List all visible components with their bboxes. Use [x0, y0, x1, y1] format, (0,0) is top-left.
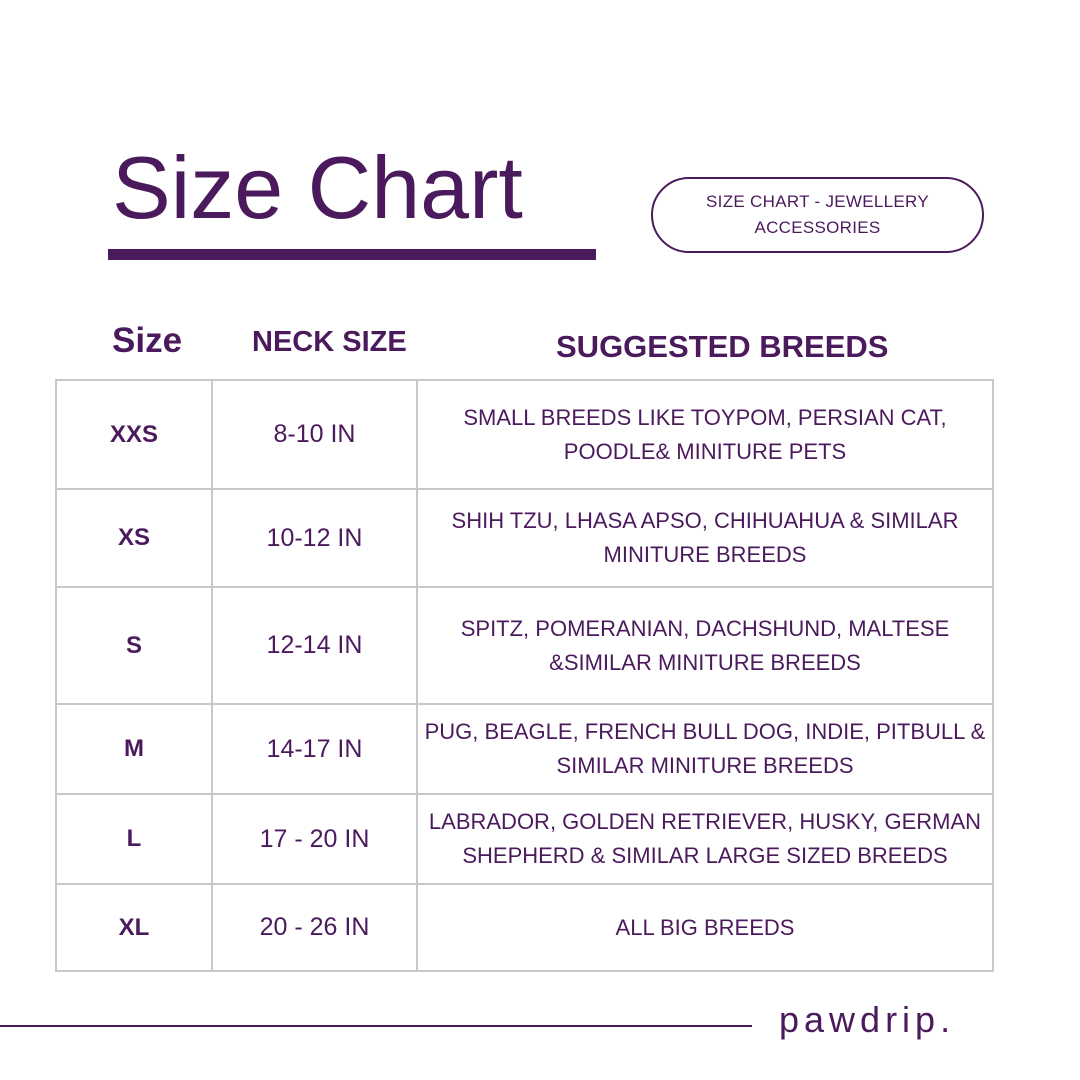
size-cell: S — [56, 587, 212, 704]
brand-logo: pawdrip. — [779, 999, 956, 1040]
breeds-cell: ALL BIG BREEDS — [417, 884, 993, 971]
category-badge — [651, 177, 984, 253]
size-cell: M — [56, 704, 212, 794]
size-cell: XXS — [56, 380, 212, 489]
breeds-cell: SPITZ, POMERANIAN, DACHSHUND, MALTESE &SIMILAR MINITURE BREEDS — [417, 587, 993, 704]
table-row — [56, 704, 993, 794]
neck-cell: 20 - 26 IN — [212, 884, 417, 971]
footer-divider — [0, 1025, 752, 1027]
size-cell: XS — [56, 489, 212, 587]
table-row — [56, 587, 993, 704]
table-row — [56, 489, 993, 587]
title-underline — [108, 249, 596, 260]
breeds-cell: PUG, BEAGLE, FRENCH BULL DOG, INDIE, PITBULL & SIMILAR MINITURE BREEDS — [417, 704, 993, 794]
table-row — [56, 884, 993, 971]
header-size: Size — [112, 321, 183, 360]
neck-cell: 8-10 IN — [212, 380, 417, 489]
neck-cell: 10-12 IN — [212, 489, 417, 587]
table-row — [56, 380, 993, 489]
size-cell: L — [56, 794, 212, 884]
header-neck-size: NECK SIZE — [252, 326, 407, 358]
category-badge-label: SIZE CHART - JEWELLERY ACCESSORIES — [706, 192, 929, 237]
size-table — [55, 379, 994, 972]
breeds-cell: SMALL BREEDS LIKE TOYPOM, PERSIAN CAT, POODLE& MINITURE PETS — [417, 380, 993, 489]
header-suggested-breeds: SUGGESTED BREEDS — [556, 329, 889, 364]
page-title: Size Chart — [112, 138, 523, 237]
neck-cell: 14-17 IN — [212, 704, 417, 794]
breeds-cell: SHIH TZU, LHASA APSO, CHIHUAHUA & SIMILAR MINITURE BREEDS — [417, 489, 993, 587]
table-row — [56, 794, 993, 884]
breeds-cell: LABRADOR, GOLDEN RETRIEVER, HUSKY, GERMAN SHEPHERD & SIMILAR LARGE SIZED BREEDS — [417, 794, 993, 884]
neck-cell: 12-14 IN — [212, 587, 417, 704]
neck-cell: 17 - 20 IN — [212, 794, 417, 884]
size-cell: XL — [56, 884, 212, 971]
